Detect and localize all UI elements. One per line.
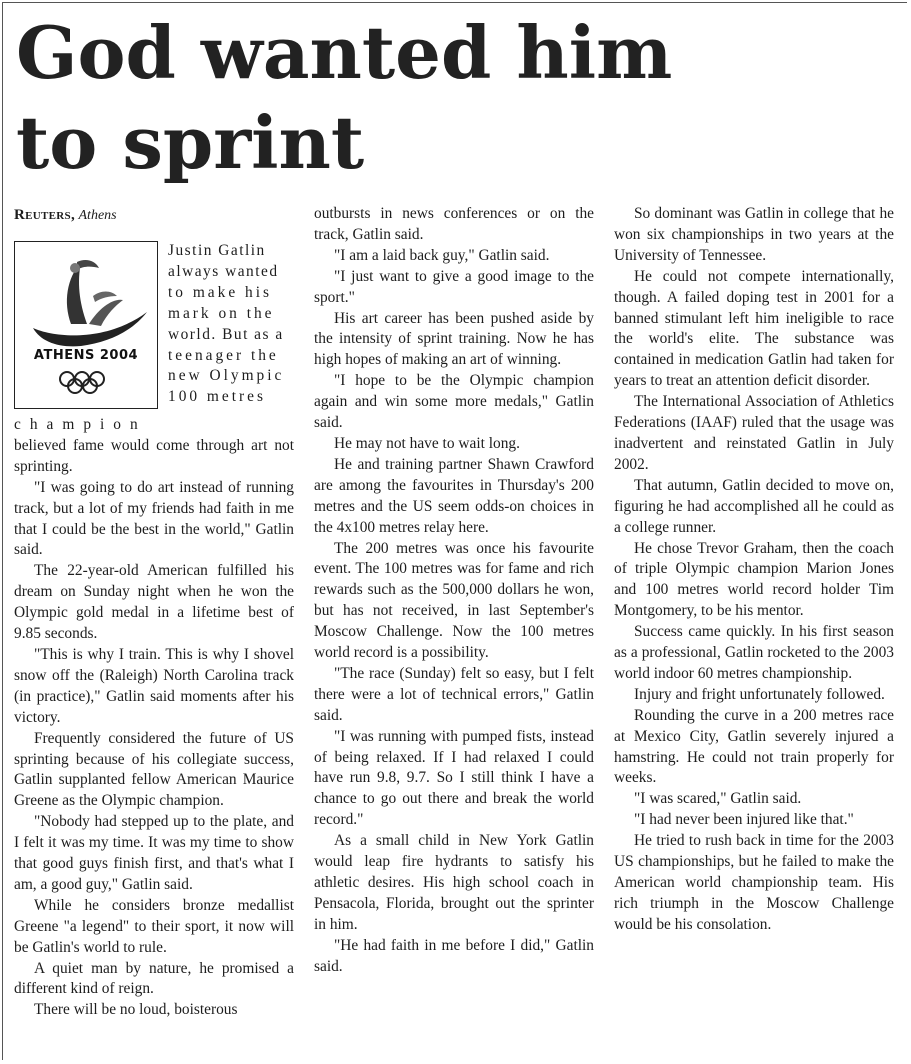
paragraph: While he considers bronze medallist Greene "a legend" to their sport, it now will be Gatlin's world to rule. bbox=[14, 896, 294, 956]
wrap-line: champion bbox=[14, 416, 147, 433]
paragraph: That autumn, Gatlin decided to move on, figuring he had accomplished all he could as a college runner. bbox=[614, 476, 894, 536]
column-2 bbox=[314, 204, 594, 978]
olympic-rings-icon bbox=[15, 242, 157, 408]
wrap-line: to make his bbox=[168, 283, 272, 301]
wrap-line: Justin Gatlin bbox=[168, 242, 266, 259]
wrap-line: always wanted bbox=[168, 262, 279, 280]
paragraph: So dominant was Gatlin in college that he won six championships in two years at the University of Tennessee. bbox=[614, 205, 894, 264]
paragraph: "This is why I train. This is why I shovel snow off the (Raleigh) North Carolina track (in practice)," Gatlin said moments after his victory. bbox=[14, 645, 294, 726]
paragraph: Rounding the curve in a 200 metres race at Mexico City, Gatlin severely injured a hamstring. He could not train properly for weeks. bbox=[614, 706, 894, 787]
byline-place: Athens bbox=[78, 208, 117, 223]
paragraph: He and training partner Shawn Crawford are among the favourites in Thursday's 200 metres and the US seem odds-on choices in the 4x100 metres relay here. bbox=[314, 455, 594, 536]
paragraph: "I just want to give a good image to the sport." bbox=[314, 267, 594, 306]
paragraph: A quiet man by nature, he promised a different kind of reign. bbox=[14, 959, 294, 998]
paragraph: As a small child in New York Gatlin would leap fire hydrants to satisfy his athletic desires. His high school coach in Pensacola, Florida, brought out the sprinter in him. bbox=[314, 832, 594, 933]
paragraph: "He had faith in me before I did," Gatlin said. bbox=[314, 936, 594, 975]
paragraph: He may not have to wait long. bbox=[334, 434, 520, 452]
paragraph: He tried to rush back in time for the 2003 US championships, but he failed to make the American world championship team. His rich triumph in the Moscow Challenge would be his consolation. bbox=[614, 832, 894, 933]
paragraph: believed fame would come through art not sprinting. bbox=[14, 436, 294, 475]
paragraph: He chose Trevor Graham, then the coach of triple Olympic champion Marion Jones and 100 metres world record holder Tim Montgomery, to be his mentor. bbox=[614, 539, 894, 620]
byline-agency: Reuters, bbox=[14, 207, 75, 223]
headline-line-1: God wanted him bbox=[16, 10, 673, 95]
paragraph: "The race (Sunday) felt so easy, but I felt there were a lot of technical errors," Gatlin said. bbox=[314, 664, 594, 724]
athens-2004-logo bbox=[14, 241, 158, 409]
wrap-line: teenager the bbox=[168, 346, 279, 364]
paragraph: "I was going to do art instead of running track, but a lot of my friends had faith in me that I could be the best in the world," Gatlin said. bbox=[14, 478, 294, 559]
paragraph: "I am a laid back guy," Gatlin said. bbox=[334, 246, 550, 264]
paragraph: "Nobody had stepped up to the plate, and I felt it was my time. It was my time to show that good guys finish first, and that's what I am, a good guy," Gatlin said. bbox=[14, 813, 294, 893]
paragraph: "I hope to be the Olympic champion again and win some more medals," Gatlin said. bbox=[314, 372, 594, 432]
paragraph: Frequently considered the future of US sprinting because of his collegiate success, Gatlin supplanted fellow American Maurice Greene as the Olympic champion. bbox=[14, 729, 294, 810]
paragraph: The 22-year-old American fulfilled his dream on Sunday night when he won the Olympic gold medal in a lifetime best of 9.85 seconds. bbox=[14, 562, 294, 643]
wrap-line: 100 metres bbox=[168, 388, 266, 406]
paragraph: "I had never been injured like that." bbox=[634, 811, 854, 829]
wrap-line: world. But as a bbox=[168, 325, 284, 343]
headline-line-2: to sprint bbox=[16, 100, 365, 185]
paragraph: outbursts in news conferences or on the track, Gatlin said. bbox=[314, 205, 594, 243]
paragraph: Injury and fright unfortunately followed. bbox=[634, 685, 885, 703]
headline bbox=[16, 8, 896, 188]
paragraph: Success came quickly. In his first season as a professional, Gatlin rocketed to the 2003 world indoor 60 metres championship. bbox=[614, 623, 894, 682]
column-1 bbox=[14, 204, 294, 1021]
paragraph: The International Association of Athletics Federations (IAAF) ruled that the usage was inadvertent and reinstated Gatlin in July 2002. bbox=[614, 393, 894, 473]
paragraph: The 200 metres was once his favourite event. The 100 metres was for fame and rich rewards such as the 500,000 dollars he won, but has not received, in last September's Moscow Challenge. Now the 100 metres world record is a possibility. bbox=[314, 539, 594, 662]
paragraph: He could not compete internationally, though. A failed doping test in 2001 for a banned stimulant left him ineligible to race the world's elite. The substance was contained in medication Gatlin had taken for years to treat an attention deficit disorder. bbox=[614, 267, 894, 390]
paragraph: "I was running with pumped fists, instead of being relaxed. If I had relaxed I could have run 9.8, 9.7. So I still think I have a chance to go out there and break the world record." bbox=[314, 727, 594, 829]
paragraph: "I was scared," Gatlin said. bbox=[634, 790, 802, 808]
paragraph: His art career has been pushed aside by the intensity of sprint training. Now he has high hopes of making an art of winning. bbox=[314, 309, 594, 369]
wrap-line: new Olympic bbox=[168, 367, 285, 385]
logo-text: ATHENS 2004 bbox=[33, 348, 139, 363]
column-3 bbox=[614, 204, 894, 936]
wrap-line: mark on the bbox=[168, 304, 275, 322]
paragraph: There will be no loud, boisterous bbox=[34, 1001, 238, 1019]
byline bbox=[14, 206, 294, 225]
